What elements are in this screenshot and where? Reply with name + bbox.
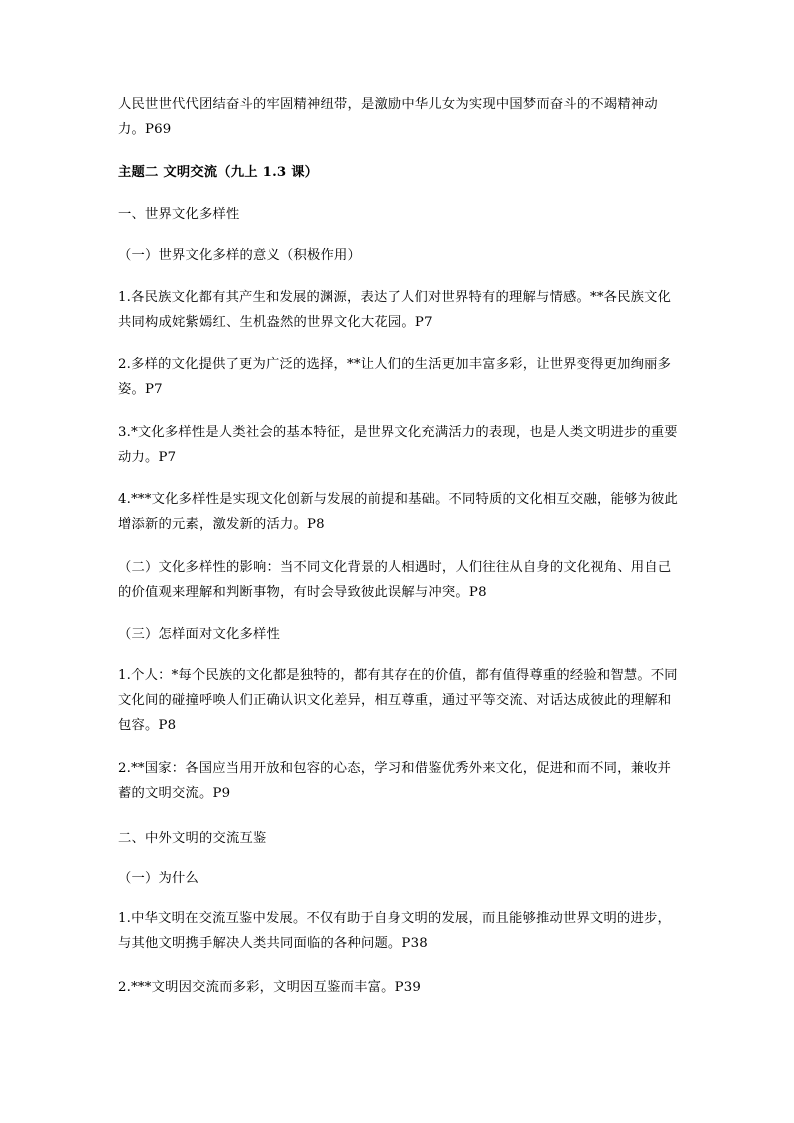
subsection-heading-1-3: （三）怎样面对文化多样性 <box>118 627 280 642</box>
subsection-heading-1-2: （二）文化多样性的影响：当不同文化背景的人相遇时，人们往往从自身的文化视角、用自己的价值观来理解和判断事物，有时会导致彼此误解与冲突。P8 <box>118 560 672 600</box>
subsection-heading-1-1: （一）世界文化多样的意义（积极作用） <box>118 248 361 263</box>
section-heading-2: 二、中外文明的交流互鉴 <box>118 831 267 846</box>
theme-heading: 主题二 文明交流（九上 1.3 课） <box>118 165 319 180</box>
section-heading-1: 一、世界文化多样性 <box>118 207 240 222</box>
paragraph-item-2: 2.多样的文化提供了更为广泛的选择，**让人们的生活更加丰富多彩，让世界变得更加绚丽多姿。P7 <box>118 357 672 397</box>
paragraph-nation: 2.**国家：各国应当用开放和包容的心态，学习和借鉴优秀外来文化，促进和而不同，兼收并蓄的文明交流。P9 <box>118 761 672 801</box>
subsection-heading-2-1: （一）为什么 <box>118 871 199 886</box>
paragraph-item-3: 3.*文化多样性是人类社会的基本特征，是世界文化充满活力的表现，也是人类文明进步的重要动力。P7 <box>118 425 678 465</box>
paragraph-item-4: 4.***文化多样性是实现文化创新与发展的前提和基础。不同特质的文化相互交融，能够为彼此增添新的元素，激发新的活力。P8 <box>118 492 679 532</box>
paragraph-individual: 1.个人：*每个民族的文化都是独特的，都有其存在的价值，都有值得尊重的经验和智慧。不同文化间的碰撞呼唤人们正确认识文化差异，相互尊重，通过平等交流、对话达成彼此的理解和包容。P8 <box>118 668 678 733</box>
paragraph-item-1: 1.各民族文化都有其产生和发展的渊源，表达了人们对世界特有的理解与情感。**各民族文化共同构成姹紫嫣红、生机盎然的世界文化大花园。P7 <box>118 290 672 330</box>
paragraph-why-2: 2.***文明因交流而多彩，文明因互鉴而丰富。P39 <box>118 980 422 995</box>
paragraph-why-1: 1.中华文明在交流互鉴中发展。不仅有助于自身文明的发展，而且能够推动世界文明的进步，与其他文明携手解决人类共同面临的各种问题。P38 <box>118 911 671 951</box>
paragraph-continuation: 人民世世代代团结奋斗的牢固精神纽带，是激励中华儿女为实现中国梦而奋斗的不竭精神动力。P69 <box>118 97 658 137</box>
